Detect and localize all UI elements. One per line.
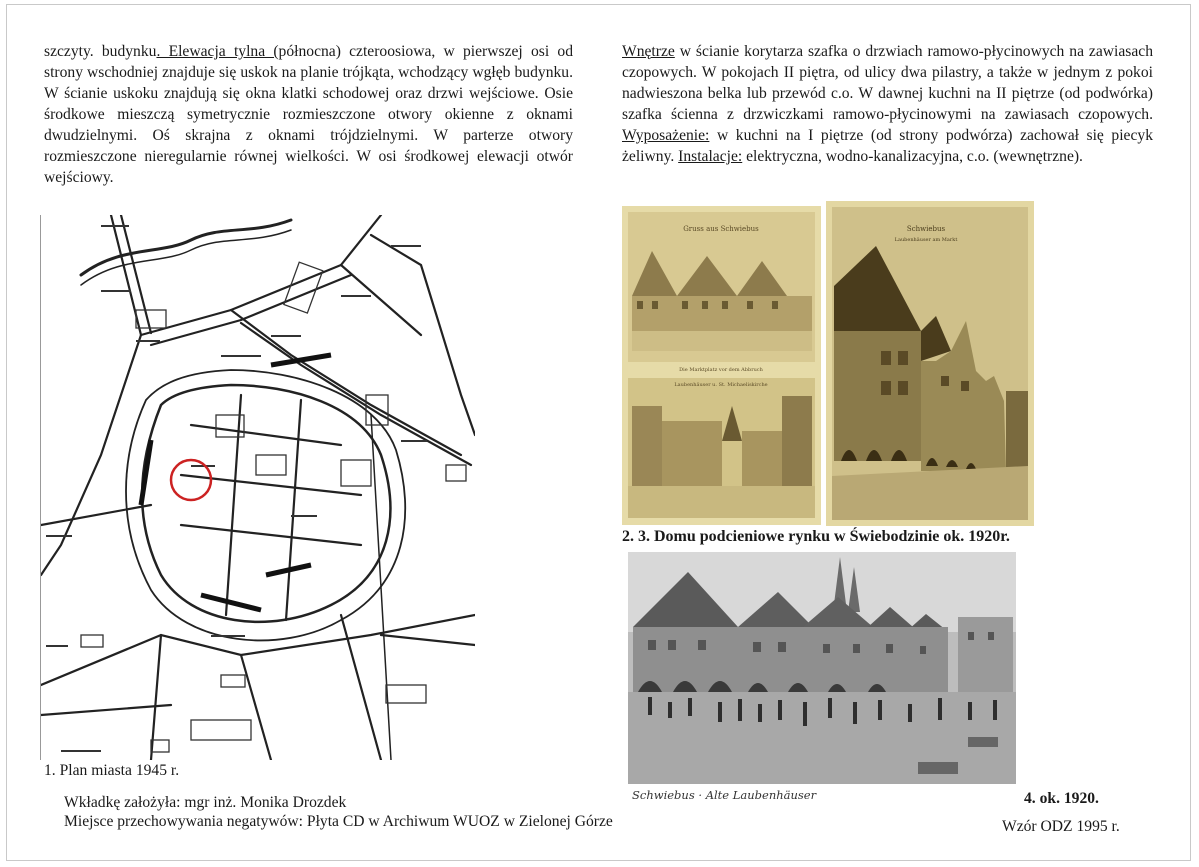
- city-plan-map: [40, 215, 475, 760]
- wyposazenie-term: Wyposażenie:: [622, 127, 710, 144]
- card2-top-label: Die Marktplatz vor dem Abbruch: [679, 367, 763, 373]
- negatives-storage: Miejsce przechowywania negatywów: Płyta CD w Archiwum WUOZ w Zielonej Górze: [64, 813, 613, 830]
- photos-2-3-caption: 2. 3. Domu podcieniowe rynku w Świebodzinie ok. 1920r.: [622, 528, 1010, 545]
- founder-credit: Wkładkę założyła: mgr inż. Monika Drozdek: [64, 794, 347, 811]
- wnetrze-text: w ścianie korytarza szafka o drzwiach ramowo-płycinowych na zawiasach czopowych. W pokojach II piętra, od ulicy dwa pilastry, a także w jednym z pokoi nadwieszona belka lub przewód c.o. W dawnej kuchni na II piętrze (od podwórka) szafka ścienna z drzwiczkami ramowo-płycinowymi na zawiasach czopowych.: [622, 43, 1153, 123]
- map-caption: 1. Plan miasta 1945 r.: [44, 762, 180, 779]
- form-model: Wzór ODZ 1995 r.: [1002, 818, 1120, 835]
- left-text-start: szczyty. budynku: [44, 43, 157, 60]
- left-text-body: północna) czteroosiowa, w pierwszej osi od strony wschodniej znajduje się uskok na planie trójkąta, wchodzący wgłęb budynku. W ścianie uskoku znajdują się okna klatki schodowej oraz drzwi wejściowe. Osie środkowe mieszczą symetrycznie rozmieszczone otwory okienne z oknami dwudzielnymi. Oś skrajna z oknami trójdzielnymi. W parterze otwory rozmieszczone nieregularnie równej wielkości. W osi środkowej elewacji otwór wejściowy.: [44, 43, 573, 186]
- wyposazenie-text: w kuchni na I piętrze (od strony podwórza) zachował się piecyk żeliwny.: [622, 127, 1153, 165]
- postcard-photo-2: [622, 206, 821, 525]
- card2-bottom-label: Laubenhäuser u. St. Michaeliskirche: [674, 382, 768, 388]
- photo-4-caption: 4. ok. 1920.: [1024, 790, 1099, 807]
- right-text-column: [622, 41, 1153, 167]
- painting-handwritten-signature: Schwiebus · Alte Laubenhäuser: [632, 788, 817, 802]
- card3-title: Schwiebus: [906, 225, 946, 233]
- instalacje-text: elektryczna, wodno-kanalizacyjna, c.o. (wewnętrzne).: [742, 148, 1083, 165]
- card2-greeting: Gruss aus Schwiebus: [683, 225, 759, 233]
- card3-subtitle: Laubenhäuser am Markt: [894, 237, 958, 243]
- wnetrze-term: Wnętrze: [622, 43, 675, 60]
- city-plan-drawing: [41, 215, 475, 760]
- market-painting-photo-4: [628, 552, 1016, 784]
- left-text-column: [44, 41, 573, 188]
- elewacja-tylna-term: . Elewacja tylna (: [156, 43, 279, 60]
- postcard-photo-3: [826, 201, 1034, 526]
- instalacje-term: Instalacje:: [678, 148, 743, 165]
